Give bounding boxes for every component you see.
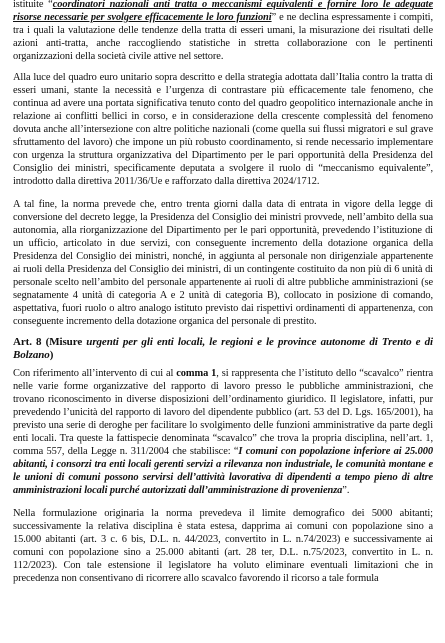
text-span: , si rappresenta che l’istituto dello “scavalco” rientra nelle varie forme organizzative del rapporto di lavoro presso le pubbliche amministrazioni, che trovano riconoscimento in diverse disposizioni dell’ordinamento giuridico. Il legislatore, infatti, pur prevedendo l’unicità del rapporto di lavoro del dipendente pubblico (art. 53 del D. Lgs. 165/2001), ha previsto una serie di deroghe per facilitare lo svolgimento delle funzioni amministrative da parte degli enti locali. Tra queste la fattispecie denominata “scavalco” che trova la propria disciplina, nell’art. 1, comma 557, della Legge n. 311/2004 che stabilisce: “ [13, 368, 433, 457]
quoted-directive-text: coordinatori nazionali anti tratta o meccanismi equivalenti e fornire loro le adeguate risorse necessarie per svolgere efficacemente le loro funzioni [13, 0, 433, 23]
heading-close: ) [49, 349, 54, 361]
paragraph-scavalco [13, 367, 433, 497]
paragraph-coordinatori [13, 0, 433, 63]
text-span: istituite “ [13, 0, 53, 10]
text-span: Con riferimento all’intervento di cui al [13, 368, 177, 379]
text-span: ” e ne declina espressamente i compiti, tra i quali la valutazione delle tendenze della tratta di esseri umani, la misurazione dei risultati delle azioni anti-tratta, anche raccogliendo statistiche in stretta collaborazione con le pertinenti organizzazioni della società civile attive nel settore. [13, 12, 433, 62]
paragraph-formulazione-originaria: Nella formulazione originaria la norma prevedeva il limite demografico dei 5000 abitanti; successivamente la relativa disciplina è stata estesa, dapprima ai comuni con popolazione sino a 15.000 abitanti (art. 3 c. 6 bis, D.L. n. 44/2023, convertito in L. n.74/2023) e successivamente ai comuni con popolazione sino a 25.000 abitanti (art. 28 ter, D.L. n.75/2023, convertito in L. n. 112/2023). Con tale estensione il legislatore ha voluto eliminare eventuali limitazioni che in precedenza non consentivano di ricorrere allo scavalco favorendo il ricorso a tale formula [13, 508, 433, 584]
comma-reference: comma 1 [176, 368, 217, 379]
text-span: ”. [342, 485, 350, 496]
heading-title: urgenti per gli enti locali, le regioni e le province autonome di Trento e di Bolzano [13, 336, 433, 361]
paragraph-quadro-euro-unitario: Alla luce del quadro euro unitario sopra descritto e della strategia adottata dall’Italia contro la tratta di esseri umani, stante la necessità e l’urgenza di contrastare più efficacemente tale fenomeno, che continua ad avere una portata significativa tenuto conto del quadro geopolitico internazionale anche in relazione ai conflitti bellici in corso, e in considerazione della crescente complessità del fenomeno dovuta anche all’intersezione con altre politiche nazionali (come quella sui flussi migratori e sul grave sfruttamento del lavoro) che impone un più robusto coordinamento, si rende necessario implementare con urgenza la struttura organizzativa del Dipartimento per le pari opportunità della Presidenza del Consiglio dei ministri, specificamente deputata a svolgere il ruolo di “meccanismo equivalente”, introdotto dalla direttiva 2011/36/Ue e rafforzato dalla direttiva 2024/1712. [13, 72, 433, 187]
article-8-heading [13, 336, 433, 362]
document-page [13, 0, 433, 595]
paragraph-riorganizzazione: A tal fine, la norma prevede che, entro trenta giorni dalla data di entrata in vigore della legge di conversione del decreto legge, la Presidenza del Consiglio dei ministri provvede, nell’ambito della sua autonomia, alla riorganizzazione del Dipartimento per le pari opportunità, prevedendo l’istituzione di un ufficio, articolato in due servizi, con conseguente incremento della dotazione organica della Presidenza del Consiglio dei ministri, nonché, in aggiunta al personale non dirigenziale appartenente ai ruoli della Presidenza del Consiglio dei ministri, di un contingente costituito da non più di 6 unità di personale scelto nell’ambito del personale appartenente ai ruoli di altre pubbliche amministrazioni (se segnatamente 4 unità di categoria A e 2 unità di categoria B), collocato in posizione di comando, aspettativa, fuori ruolo o altro analogo istituto previsto dai rispettivi ordinamenti di appartenenza, con conseguente incremento della dotazione organica del personale di prestito. [13, 199, 433, 327]
heading-misure: Misure [49, 336, 83, 348]
heading-art: Art. 8 ( [13, 336, 50, 348]
quoted-law-text: I comuni con popolazione inferiore ai 25.000 abitanti, i consorzi tra enti locali gerenti servizi a rilevanza non industriale, le comunità montane e le unioni di comuni possono servirsi dell’attività lavorativa di dipendenti a tempo pieno di altre amministrazioni locali purché autorizzati dall’amministrazione di provenienza [13, 446, 433, 496]
